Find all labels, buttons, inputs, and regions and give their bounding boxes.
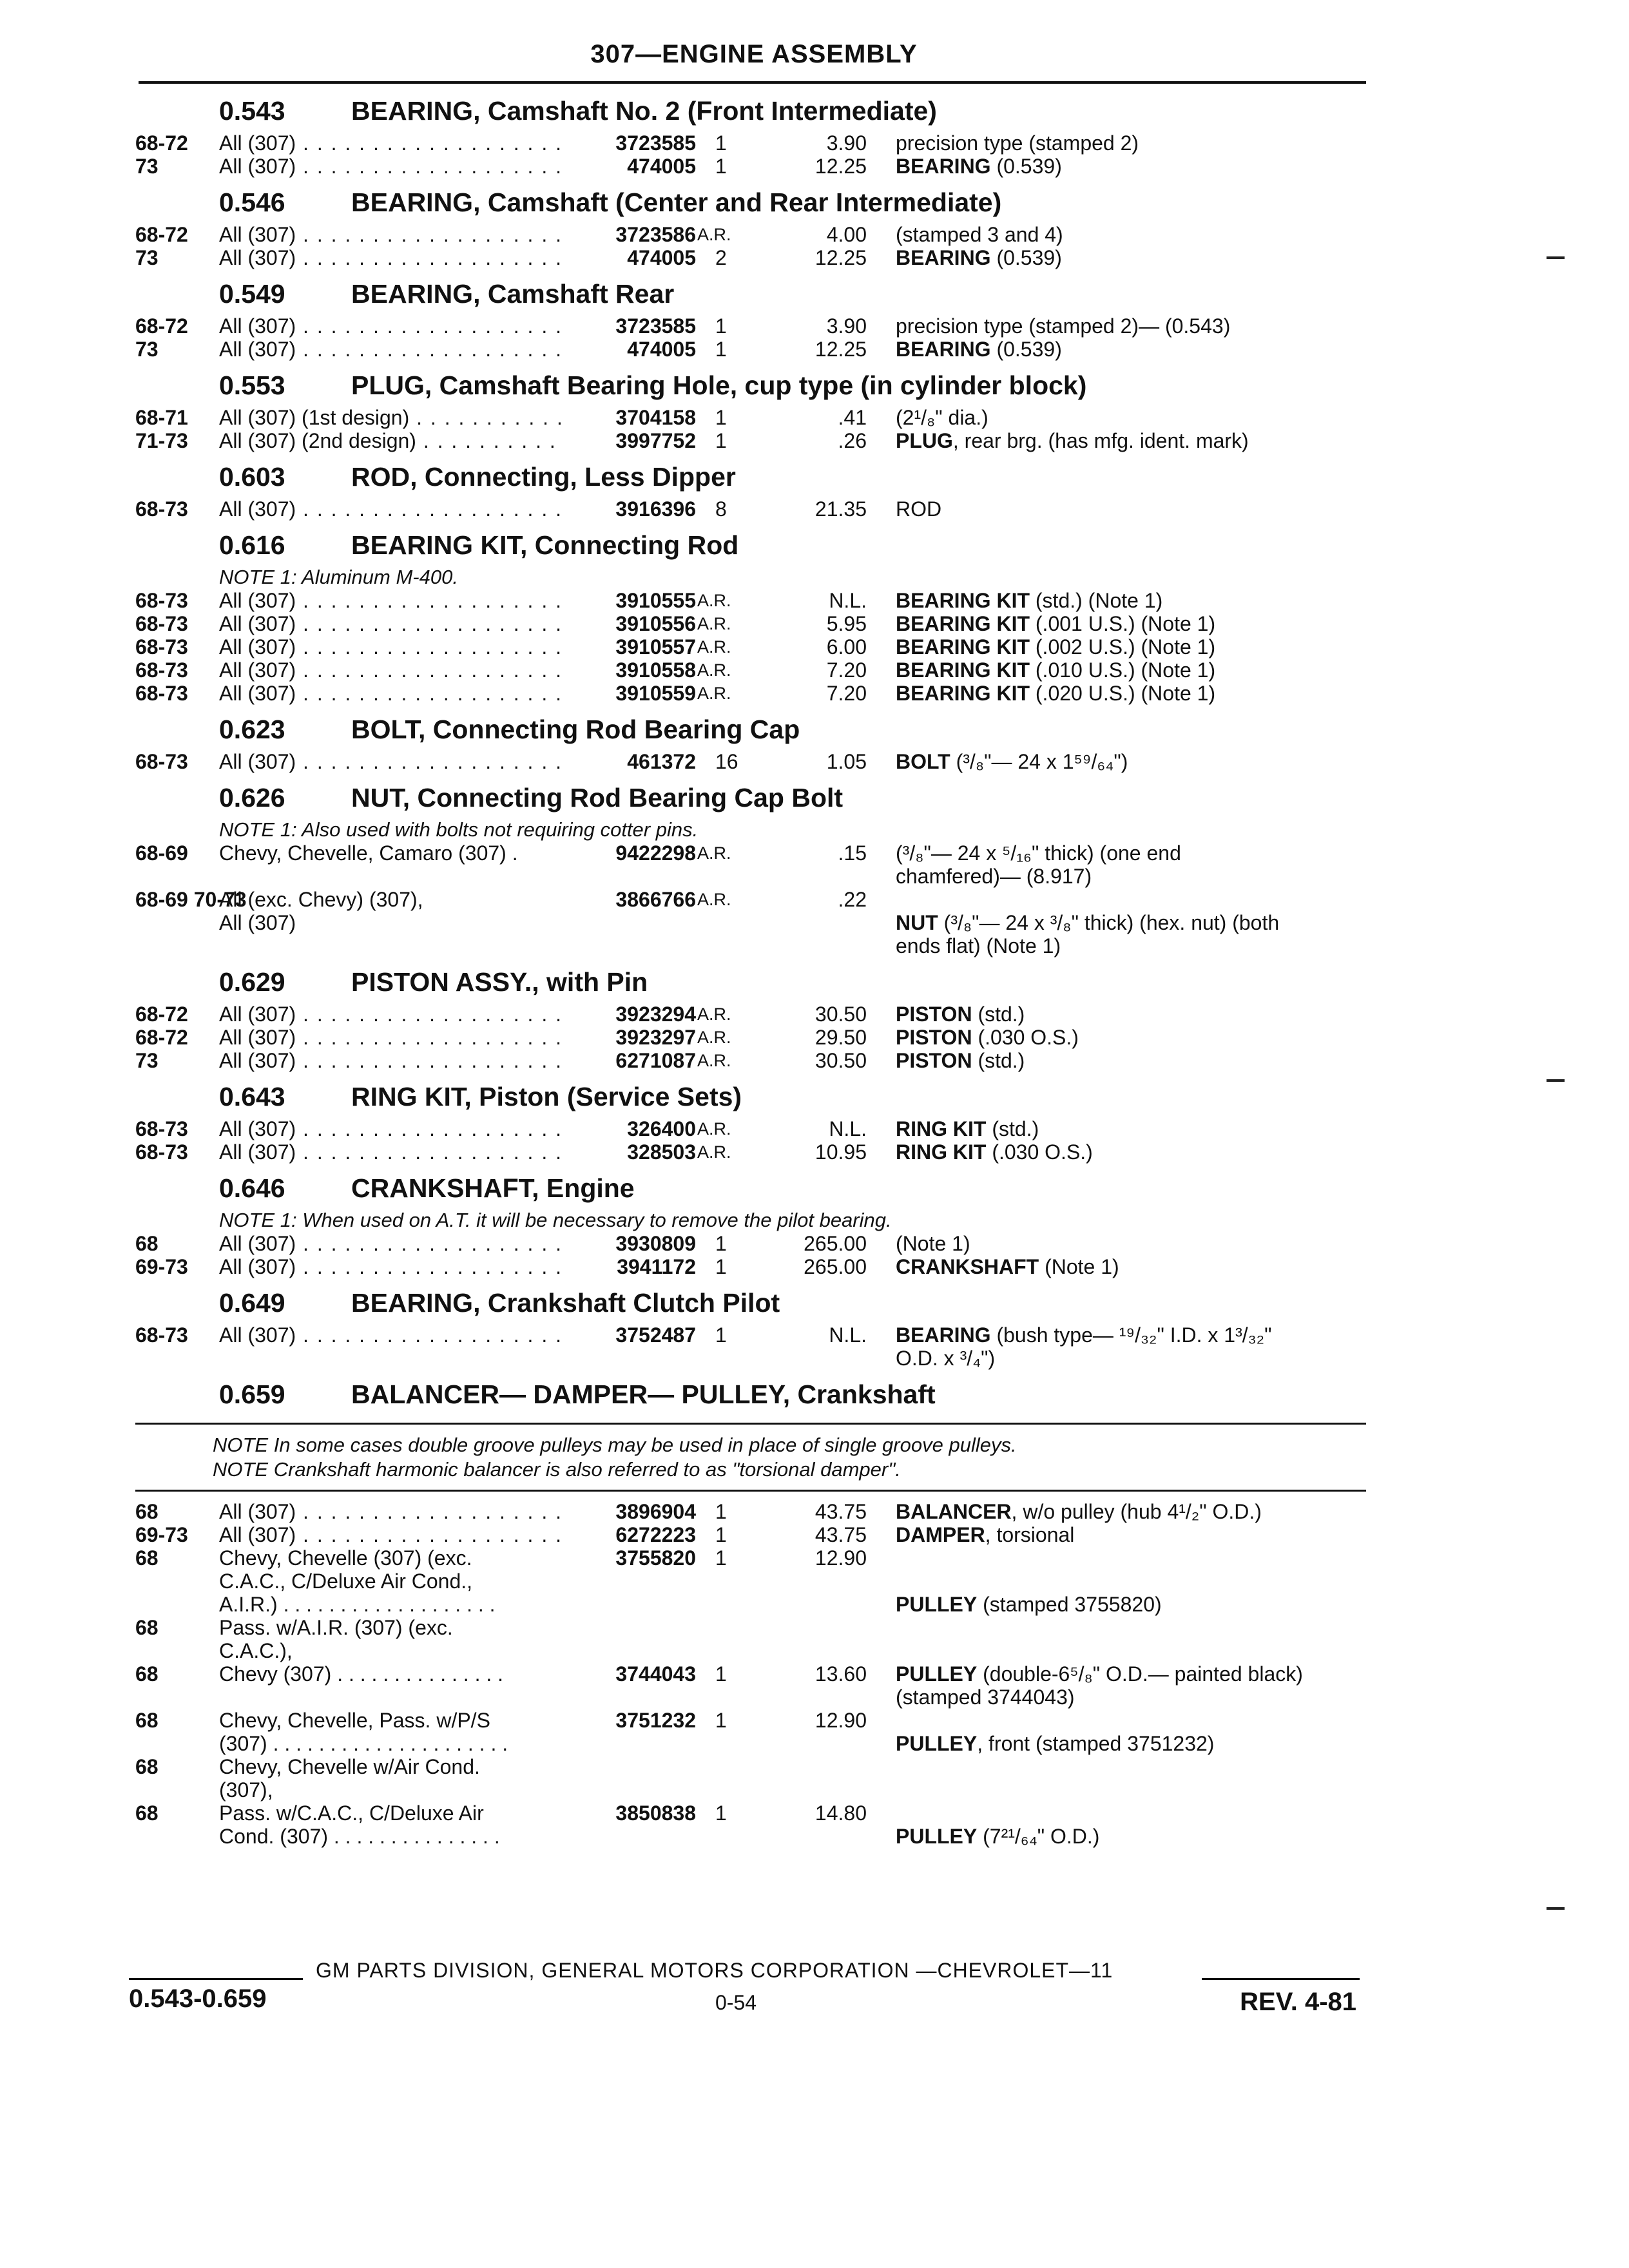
model-applicability: Chevy, Chevelle w/Air Cond. (307), [219,1755,480,1802]
section-number: 0.549 [219,279,285,309]
year-range: 68-73 [135,1117,188,1140]
model-applicability: All (307) . . . [219,635,561,658]
part-number: 3866766 [615,888,696,911]
price: 5.95 [826,612,867,635]
year-range: 68 [135,1709,159,1732]
price: .22 [838,888,867,911]
part-description: BEARING (0.539) [896,155,1062,178]
table-row [0,841,1629,888]
part-description: BEARING (0.539) [896,338,1062,361]
price: 30.50 [815,1003,867,1026]
section-heading [0,777,1629,818]
price: 1.05 [826,750,867,773]
year-range: 68-72 [135,131,188,155]
quantity: 1 [715,1232,727,1255]
price: N.L. [829,1323,867,1347]
catalog-section [0,1168,1629,1278]
model-applicability: All (307) . . . [219,658,561,682]
part-description: PISTON (std.) [896,1003,1025,1026]
part-number: 3923297 [615,1026,696,1049]
header-rule [139,81,1366,84]
footer-revision: REV. 4-81 [1240,1988,1356,2016]
table-row [0,1232,1629,1255]
section-number: 0.629 [219,967,285,997]
quantity: A.R. [697,660,731,680]
table-row [0,497,1629,521]
price: 7.20 [826,658,867,682]
section-number: 0.546 [219,187,285,217]
part-description: PISTON (std.) [896,1049,1025,1072]
quantity: A.R. [697,225,731,244]
price: 12.25 [815,155,867,178]
price: 43.75 [815,1500,867,1523]
catalog-section [0,709,1629,773]
year-range: 73 [135,1049,159,1072]
footer-publisher: GM PARTS DIVISION, GENERAL MOTORS CORPORATION —CHEVROLET—11 [316,1959,1113,1982]
footer-page-number: 0-54 [715,1991,757,2014]
section-heading [0,1282,1629,1323]
table-row [0,131,1629,155]
section-number: 0.659 [219,1379,285,1409]
section-heading [0,709,1629,750]
section-heading [0,1374,1629,1415]
model-applicability: All (307) . . . [219,1323,561,1347]
catalog-section [0,365,1629,452]
price: 10.95 [815,1140,867,1164]
table-row [0,155,1629,178]
table-row [0,1500,1629,1523]
table-row [0,1755,1629,1802]
model-applicability: All (307) . . . [219,155,561,178]
year-range: 68-69 70-73 [135,888,247,911]
model-applicability: All (307) . . . [219,1117,561,1140]
year-range: 68 [135,1616,159,1639]
model-applicability: Chevy, Chevelle (307) (exc. C.A.C., C/Deluxe Air Cond., A.I.R.) . . . . . . . . . . . . . . . . . . . [219,1546,496,1616]
model-applicability: All (307) . . . [219,1049,561,1072]
quantity: A.R. [697,1051,731,1070]
section-heading [0,182,1629,223]
part-number: 3723585 [615,131,696,155]
quantity: 1 [715,429,727,452]
quantity: A.R. [697,890,731,909]
part-number: 9422298 [615,841,696,865]
table-row [0,1003,1629,1026]
part-number: 3752487 [615,1323,696,1347]
section-title: BEARING, Crankshaft Clutch Pilot [351,1288,780,1318]
quantity: 1 [715,406,727,429]
quantity: A.R. [697,614,731,633]
model-applicability: All (307) . . . [219,338,561,361]
year-range: 68-73 [135,658,188,682]
section-number: 0.616 [219,530,285,560]
model-applicability: All (307) . . . [219,1140,561,1164]
price: .15 [838,841,867,865]
section-number: 0.543 [219,96,285,126]
table-row [0,1049,1629,1072]
section-heading [0,90,1629,131]
year-range: 73 [135,338,159,361]
year-range: 68 [135,1232,159,1255]
quantity: 1 [715,1500,727,1523]
quantity: A.R. [697,1142,731,1162]
quantity: 1 [715,338,727,361]
section-title: ROD, Connecting, Less Dipper [351,462,736,492]
part-number: 3704158 [615,406,696,429]
year-range: 68-69 [135,841,188,865]
table-row [0,1523,1629,1546]
part-description: PULLEY, front (stamped 3751232) [896,1732,1215,1755]
price: 6.00 [826,635,867,658]
model-applicability: All (307) . . . [219,1232,561,1255]
table-row [0,246,1629,269]
price: 12.25 [815,338,867,361]
section-note: NOTE 1: Also used with bolts not requiring cotter pins. [219,818,699,841]
quantity: 1 [715,314,727,338]
year-range: 68-73 [135,589,188,612]
section-heading [0,456,1629,497]
year-range: 68 [135,1546,159,1570]
section-heading [0,365,1629,406]
table-row [0,1323,1629,1370]
model-applicability: All (307) . . . [219,223,561,246]
part-number: 3910556 [615,612,696,635]
quantity: 8 [715,497,727,521]
margin-mark [1547,1907,1565,1910]
part-number: 3751232 [615,1709,696,1732]
part-description: precision type (stamped 2) [896,131,1139,155]
section-title: BALANCER— DAMPER— PULLEY, Crankshaft [351,1379,936,1409]
model-applicability: Chevy, Chevelle, Camaro (307) . [219,841,518,865]
price: N.L. [829,1117,867,1140]
part-description: CRANKSHAFT (Note 1) [896,1255,1119,1278]
part-number: 3930809 [615,1232,696,1255]
model-applicability: All (307) . . . [219,612,561,635]
price: 12.25 [815,246,867,269]
model-applicability: All (307) (1st design) . . . [219,406,561,429]
model-applicability: Pass. w/A.I.R. (307) (exc. C.A.C.), [219,1616,453,1662]
year-range: 73 [135,155,159,178]
table-row [0,429,1629,452]
year-range: 68-72 [135,314,188,338]
quantity: 1 [715,1323,727,1347]
part-description: BOLT (³/₈"— 24 x 1⁵⁹/₆₄") [896,750,1128,773]
section-heading [0,1076,1629,1117]
table-row [0,589,1629,612]
year-range: 68-71 [135,406,188,429]
table-row [0,682,1629,705]
price: 30.50 [815,1049,867,1072]
quantity: A.R. [697,591,731,610]
year-range: 68-73 [135,497,188,521]
part-description: DAMPER, torsional [896,1523,1075,1546]
balancer-note: NOTE Crankshaft harmonic balancer is also referred to as "torsional damper". [213,1458,901,1481]
year-range: 69-73 [135,1523,188,1546]
price: 21.35 [815,497,867,521]
quantity: A.R. [697,1004,731,1024]
part-number: 474005 [627,246,696,269]
section-number: 0.649 [219,1288,285,1318]
quantity: 16 [715,750,738,773]
quantity: 2 [715,246,727,269]
section-title: BEARING, Camshaft Rear [351,279,675,309]
part-number: 3744043 [615,1662,696,1686]
notes-block [0,1428,1629,1487]
year-range: 71-73 [135,429,188,452]
notes-rule-top [0,1415,1629,1428]
margin-mark [1547,256,1565,259]
model-applicability: All (307) . . . [219,1255,561,1278]
price: 265.00 [804,1232,867,1255]
price: .41 [838,406,867,429]
section-heading [0,524,1629,566]
part-number: 3916396 [615,497,696,521]
part-description: NUT (³/₈"— 24 x ³/₈" thick) (hex. nut) (both ends flat) (Note 1) [896,911,1280,957]
part-description: BALANCER, w/o pulley (hub 4¹/₂" O.D.) [896,1500,1262,1523]
table-row [0,1140,1629,1164]
part-number: 6271087 [615,1049,696,1072]
quantity: 1 [715,131,727,155]
part-number: 3850838 [615,1802,696,1825]
quantity: A.R. [697,637,731,657]
catalog-section [0,961,1629,1072]
section-title: BEARING, Camshaft (Center and Rear Intermediate) [351,187,1002,217]
part-description: BEARING KIT (.020 U.S.) (Note 1) [896,682,1216,705]
section-heading [0,1168,1629,1209]
quantity: 1 [715,1523,727,1546]
price: 3.90 [826,314,867,338]
quantity: A.R. [697,1119,731,1139]
table-row [0,612,1629,635]
table-row [0,1255,1629,1278]
catalog-section [0,182,1629,269]
model-applicability: All (307) . . . [219,314,561,338]
model-applicability: All (307) . . . [219,1500,561,1523]
model-applicability: All (307) (2nd design) . . . [219,429,561,452]
model-applicability: All (307) . . . [219,497,561,521]
model-applicability: All (307) . . . [219,750,561,773]
part-number: 3910555 [615,589,696,612]
table-row [0,314,1629,338]
part-description: BEARING KIT (.001 U.S.) (Note 1) [896,612,1216,635]
part-description: PLUG, rear brg. (has mfg. ident. mark) [896,429,1249,452]
section-note: NOTE 1: When used on A.T. it will be necessary to remove the pilot bearing. [219,1209,892,1231]
model-applicability: All (307) . . . [219,589,561,612]
model-applicability: All (307) . . . [219,1523,561,1546]
part-description: PULLEY (double-6⁵/₈" O.D.— painted black) (stamped 3744043) [896,1662,1303,1709]
section-note: NOTE 1: Aluminum M-400. [219,566,458,588]
quantity: 1 [715,1255,727,1278]
part-description: (Note 1) [896,1232,970,1255]
section-number: 0.623 [219,715,285,744]
quantity: 1 [715,1709,727,1732]
year-range: 68-73 [135,682,188,705]
part-description: PISTON (.030 O.S.) [896,1026,1079,1049]
table-row [0,658,1629,682]
year-range: 68-73 [135,750,188,773]
year-range: 68-73 [135,1323,188,1347]
part-description: PULLEY (7²¹/₆₄" O.D.) [896,1825,1100,1848]
part-number: 326400 [627,1117,696,1140]
table-row [0,888,1629,957]
year-range: 73 [135,246,159,269]
catalog-section [0,273,1629,361]
year-range: 68 [135,1500,159,1523]
table-row [0,1546,1629,1616]
price: 265.00 [804,1255,867,1278]
divider-line [135,1423,1366,1425]
year-range: 68 [135,1755,159,1778]
part-number: 474005 [627,155,696,178]
catalog-sections [0,90,1629,1852]
section-heading [0,961,1629,1003]
notes-rule-bottom [0,1487,1629,1500]
price: 4.00 [826,223,867,246]
part-number: 3941172 [617,1255,696,1278]
price: .26 [838,429,867,452]
part-description: BEARING (0.539) [896,246,1062,269]
price: 13.60 [815,1662,867,1686]
section-number: 0.603 [219,462,285,492]
table-row [0,1802,1629,1848]
section-number: 0.643 [219,1082,285,1111]
divider-line [135,1490,1366,1492]
quantity: A.R. [697,843,731,863]
part-description: BEARING KIT (std.) (Note 1) [896,589,1163,612]
year-range: 68-73 [135,612,188,635]
table-row [0,1117,1629,1140]
footer-rule-right [1202,1978,1360,1980]
catalog-section [0,456,1629,521]
price: 7.20 [826,682,867,705]
table-row [0,1662,1629,1709]
part-number: 3997752 [615,429,696,452]
section-number: 0.626 [219,783,285,812]
year-range: 69-73 [135,1255,188,1278]
price: 14.80 [815,1802,867,1825]
catalog-section [0,777,1629,957]
part-number: 3755820 [615,1546,696,1570]
catalog-section [0,1076,1629,1164]
part-description: BEARING KIT (.010 U.S.) (Note 1) [896,658,1216,682]
page-title: 307—ENGINE ASSEMBLY [590,40,918,68]
part-number: 474005 [627,338,696,361]
table-row [0,635,1629,658]
catalog-section [0,524,1629,705]
part-description: (2¹/₈" dia.) [896,406,988,429]
section-title: BOLT, Connecting Rod Bearing Cap [351,715,800,744]
section-title: NUT, Connecting Rod Bearing Cap Bolt [351,783,843,812]
model-applicability: All (307) . . . [219,682,561,705]
price: 43.75 [815,1523,867,1546]
model-applicability: Chevy (307) . . . . . . . . . . . . . . . [219,1662,504,1686]
part-description: BEARING (bush type— ¹⁹/₃₂" I.D. x 1³/₃₂" O.D. x ³/₄") [896,1323,1272,1370]
section-title: BEARING KIT, Connecting Rod [351,530,739,560]
quantity: A.R. [697,1028,731,1047]
model-applicability: All (307) . . . [219,1026,561,1049]
part-number: 6272223 [615,1523,696,1546]
year-range: 68 [135,1662,159,1686]
year-range: 68-72 [135,1026,188,1049]
section-title: RING KIT, Piston (Service Sets) [351,1082,742,1111]
price: 12.90 [815,1709,867,1732]
table-row [0,406,1629,429]
quantity: A.R. [697,684,731,703]
section-title: CRANKSHAFT, Engine [351,1173,635,1203]
price: 29.50 [815,1026,867,1049]
table-row [0,338,1629,361]
part-number: 3910558 [615,658,696,682]
section-number: 0.553 [219,370,285,400]
table-row [0,1026,1629,1049]
part-number: 3910557 [615,635,696,658]
quantity: 1 [715,1802,727,1825]
section-title: PISTON ASSY., with Pin [351,967,648,997]
price: 12.90 [815,1546,867,1570]
catalog-section-balancer [0,1374,1629,1848]
part-number: 3910559 [615,682,696,705]
part-number: 3923294 [615,1003,696,1026]
quantity: 1 [715,155,727,178]
section-title: PLUG, Camshaft Bearing Hole, cup type (in cylinder block) [351,370,1087,400]
year-range: 68-72 [135,1003,188,1026]
part-description: precision type (stamped 2)— (0.543) [896,314,1231,338]
table-row [0,1616,1629,1662]
section-number: 0.646 [219,1173,285,1203]
part-number: 3723585 [615,314,696,338]
part-number: 461372 [627,750,696,773]
part-description: (stamped 3 and 4) [896,223,1063,246]
model-applicability: All (307) . . . [219,1003,561,1026]
part-description: BEARING KIT (.002 U.S.) (Note 1) [896,635,1216,658]
price: 3.90 [826,131,867,155]
table-row [0,223,1629,246]
quantity: 1 [715,1662,727,1686]
table-row [0,1709,1629,1755]
year-range: 68-72 [135,223,188,246]
part-description: RING KIT (std.) [896,1117,1039,1140]
footer-rule-left [129,1978,303,1980]
year-range: 68-73 [135,635,188,658]
year-range: 68-73 [135,1140,188,1164]
quantity: 1 [715,1546,727,1570]
part-description: PULLEY (stamped 3755820) [896,1593,1162,1616]
catalog-section [0,1282,1629,1370]
balancer-note: NOTE In some cases double groove pulleys may be used in place of single groove pulleys. [213,1434,1017,1456]
year-range: 68 [135,1802,159,1825]
section-title: BEARING, Camshaft No. 2 (Front Intermediate) [351,96,937,126]
part-number: 3896904 [615,1500,696,1523]
table-row [0,750,1629,773]
price: N.L. [829,589,867,612]
margin-mark [1547,1079,1565,1082]
model-applicability: All (307) . . . [219,131,561,155]
part-description: ROD [896,497,942,521]
model-applicability: All (exc. Chevy) (307), All (307) [219,888,423,934]
model-applicability: All (307) . . . [219,246,561,269]
section-heading [0,273,1629,314]
model-applicability: Chevy, Chevelle, Pass. w/P/S (307) . . . . . . . . . . . . . . . . . . . . . [219,1709,508,1755]
model-applicability: Pass. w/C.A.C., C/Deluxe Air Cond. (307) . . . . . . . . . . . . . . . [219,1802,500,1848]
part-description: (³/₈"— 24 x ⁵/₁₆" thick) (one end chamfered)— (8.917) [896,841,1181,888]
part-number: 328503 [627,1140,696,1164]
part-number: 3723586 [615,223,696,246]
part-description: RING KIT (.030 O.S.) [896,1140,1093,1164]
footer-range: 0.543-0.659 [129,1984,267,2013]
catalog-section [0,90,1629,178]
